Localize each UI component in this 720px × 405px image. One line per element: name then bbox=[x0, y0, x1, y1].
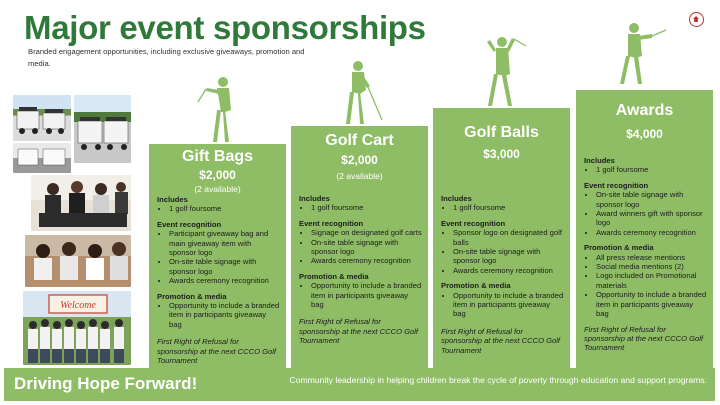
list-item: • Award winners gift with sponsor logo bbox=[596, 209, 707, 228]
card-section bbox=[584, 156, 707, 175]
card-section bbox=[299, 194, 422, 213]
sponsorship-card-golf-cart bbox=[291, 126, 428, 368]
sponsorship-card-golf-balls bbox=[433, 108, 570, 368]
card-footnote: First Right of Refusal for sponsorship at the next CCCO Golf Tournament bbox=[299, 317, 419, 346]
section-heading: Event recognition bbox=[441, 218, 506, 228]
section-heading: Promotion & media bbox=[441, 281, 511, 291]
list-item: • 1 golf foursome bbox=[169, 204, 280, 213]
card-footnote: First Right of Refusal for sponsorship at the next CCCO Golf Tournament bbox=[584, 324, 704, 353]
card-body bbox=[299, 194, 422, 346]
volunteers-photo bbox=[31, 175, 131, 231]
section-heading: Includes bbox=[157, 195, 188, 204]
card-section bbox=[299, 219, 422, 266]
golfer-silhouette-icon bbox=[195, 76, 245, 144]
card-section bbox=[441, 281, 564, 319]
card-section bbox=[157, 292, 280, 330]
banner-text: Community leadership in helping children break the cycle of poverty through education and support programs. bbox=[289, 375, 707, 385]
participants-photo bbox=[25, 235, 131, 287]
golf-carts-photo bbox=[13, 143, 71, 173]
list-item: • 1 golf foursome bbox=[596, 165, 707, 174]
bottom-banner bbox=[4, 368, 715, 401]
card-footnote: First Right of Refusal for sponsorship at the next CCCO Golf Tournament bbox=[157, 337, 277, 366]
list-item: • Sponsor logo on designated golf balls bbox=[453, 228, 564, 247]
section-heading: Event recognition bbox=[157, 219, 222, 229]
page-subtitle: Branded engagement opportunities, including exclusive giveaways, promotion and media. bbox=[28, 47, 305, 68]
list-item: • Social media mentions (2) bbox=[596, 262, 707, 271]
card-title: Awards bbox=[615, 102, 674, 119]
card-title: Golf Cart bbox=[325, 132, 394, 149]
card-title: Golf Balls bbox=[464, 124, 539, 141]
list-item: • Awards ceremony recognition bbox=[596, 228, 707, 237]
card-body bbox=[157, 195, 280, 366]
list-item: • On-site table signage with sponsor logo bbox=[311, 238, 422, 257]
list-item: • Opportunity to include a branded item in participants giveaway bag bbox=[169, 301, 280, 329]
golfer-silhouette-icon bbox=[340, 60, 386, 126]
page-title: Major event sponsorships bbox=[24, 9, 426, 46]
sponsorship-card-awards bbox=[576, 90, 713, 368]
list-item: • Awards ceremony recognition bbox=[311, 256, 422, 265]
welcome-sign-text: Welcome bbox=[60, 300, 96, 311]
golfer-silhouette-icon bbox=[478, 34, 528, 108]
card-availability: (2 available) bbox=[194, 184, 241, 194]
card-section bbox=[299, 272, 422, 310]
section-heading: Event recognition bbox=[299, 218, 364, 228]
list-item: • 1 golf foursome bbox=[311, 203, 422, 212]
golf-carts-photo bbox=[74, 95, 131, 163]
list-item: • On-site table signage with sponsor logo bbox=[453, 247, 564, 266]
list-item: • Participant giveaway bag and main giveaway item with sponsor logo bbox=[169, 229, 280, 257]
card-section bbox=[157, 220, 280, 286]
list-item: • Opportunity to include a branded item in participants giveaway bag bbox=[453, 291, 564, 319]
card-price: $2,000 bbox=[199, 168, 236, 182]
section-heading: Includes bbox=[441, 194, 472, 203]
list-item: • Signage on designated golf carts bbox=[311, 228, 422, 237]
list-item: • Awards ceremony recognition bbox=[169, 276, 280, 285]
card-price: $3,000 bbox=[483, 147, 520, 161]
list-item: • Awards ceremony recognition bbox=[453, 266, 564, 275]
golfer-silhouette-icon bbox=[612, 20, 668, 86]
card-section bbox=[584, 243, 707, 318]
list-item: • On-site table signage with sponsor logo bbox=[169, 257, 280, 276]
section-heading: Event recognition bbox=[584, 180, 649, 190]
list-item: • On-site table signage with sponsor logo bbox=[596, 190, 707, 209]
card-availability: (2 available) bbox=[336, 171, 383, 181]
card-body bbox=[584, 156, 707, 353]
golf-carts-photo bbox=[13, 95, 71, 141]
list-item: • Opportunity to include a branded item in participants giveaway bag bbox=[596, 290, 707, 318]
card-footnote: First Right of Refusal for sponsorship at the next CCCO Golf Tournament bbox=[441, 326, 561, 355]
card-section bbox=[441, 194, 564, 213]
section-heading: Promotion & media bbox=[157, 291, 227, 301]
card-price: $2,000 bbox=[341, 153, 378, 167]
card-body bbox=[441, 194, 564, 355]
list-item: • 1 golf foursome bbox=[453, 203, 564, 212]
list-item: • Logo included on Promotional materials bbox=[596, 271, 707, 290]
card-section bbox=[584, 181, 707, 237]
card-section bbox=[441, 219, 564, 275]
organization-logo bbox=[689, 12, 704, 27]
card-section bbox=[157, 195, 280, 214]
section-heading: Promotion & media bbox=[299, 271, 369, 281]
section-heading: Includes bbox=[299, 194, 330, 203]
list-item: • All press release mentions bbox=[596, 253, 707, 262]
section-heading: Promotion & media bbox=[584, 243, 654, 253]
group-photo bbox=[23, 291, 131, 365]
photo-collage bbox=[13, 95, 131, 367]
card-title: Gift Bags bbox=[181, 148, 254, 165]
card-price: $4,000 bbox=[626, 127, 663, 141]
sponsorship-card-gift-bags bbox=[149, 144, 286, 368]
section-heading: Includes bbox=[584, 156, 615, 165]
list-item: • Opportunity to include a branded item in participants giveaway bag bbox=[311, 281, 422, 309]
banner-title: Driving Hope Forward! bbox=[14, 374, 198, 393]
